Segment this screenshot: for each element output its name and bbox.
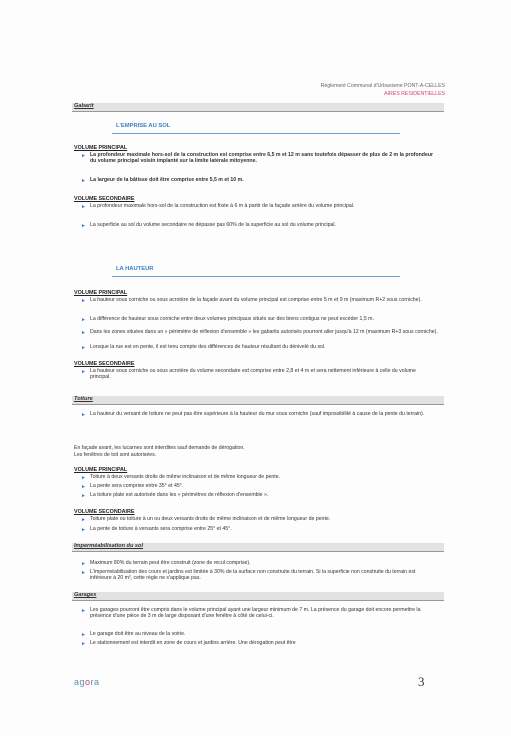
heading-volume-secondaire: VOLUME SECONDAIRE [74, 196, 135, 202]
paragraph: La différence de hauteur sous corniche entre deux volumes principaux situés sur des biens contigus ne peut excéder 1,5 m. [90, 316, 374, 322]
paragraph: Le garage doit être au niveau de la voirie. [90, 631, 186, 637]
paragraph: Toiture à deux versants droits de même inclinaison et de même longueur de pente. [90, 474, 281, 480]
paragraph: La hauteur du versant de toiture ne peut pas être supérieure à la hauteur du mur sous corniche (sauf impossibilité à cause de la pente du terrain). [90, 411, 425, 417]
paragraph: La profondeur maximale hors-sol de la construction est comprise entre 6,5 m et 12 m sans toutefois dépasser de plus de 2 m la profondeur du volume principal voisin implanté sur la limite latérale mitoyenne. [90, 152, 434, 165]
paragraph: La hauteur sous corniche ou sous acrotère du volume secondaire est comprise entre 2,8 et 4 m et sera nettement inférieure à celle du volume principal. [90, 368, 416, 381]
section-title-gabarit: Gabarit [74, 103, 94, 109]
triangle-bullet-icon: ► [81, 345, 86, 351]
paragraph: La profondeur maximale hors-sol de la construction est fixée à 6 m à partir de la façade arrière du volume principal. [90, 203, 355, 209]
paragraph: En façade avant, les lucarnes sont interdites sauf demande de dérogation. [74, 445, 245, 451]
triangle-bullet-icon: ► [81, 527, 86, 533]
heading-volume-principal: VOLUME PRINCIPAL [74, 145, 128, 151]
agora-logo: agora [74, 677, 100, 687]
heading-volume-secondaire: VOLUME SECONDAIRE [74, 361, 135, 367]
triangle-bullet-icon: ► [81, 317, 86, 323]
section-bar-gabarit [72, 103, 444, 112]
paragraph: Les garages pourront être compris dans le volume principal ayant une largeur minimum de 7 m. La présence du garage doit encore permettre la présence d'une pièce de 3 m de large disposant d'une fenêtre à côté de celui-ci. [90, 607, 421, 620]
triangle-bullet-icon: ► [81, 608, 86, 614]
heading-volume-secondaire: VOLUME SECONDAIRE [74, 509, 135, 515]
subsection-rule [112, 276, 400, 277]
section-bar-impermeabilisation [72, 543, 444, 552]
triangle-bullet-icon: ► [81, 153, 86, 159]
triangle-bullet-icon: ► [81, 412, 86, 418]
triangle-bullet-icon: ► [81, 298, 86, 304]
triangle-bullet-icon: ► [81, 570, 86, 576]
paragraph: La pente de toiture à versants sera comprise entre 25° et 45°. [90, 526, 232, 532]
subsection-title-emprise: L'EMPRISE AU SOL [116, 123, 171, 129]
paragraph: Toiture plate ou toiture à un ou deux versants droits de même inclinaison et de même longueur de pente. [90, 516, 331, 522]
document-header-subtitle: AIRES RESIDENTIELLES [384, 91, 445, 97]
paragraph: La superficie au sol du volume secondaire ne dépasse pas 60% de la superficie au sol du volume principal. [90, 222, 336, 228]
paragraph: La pente sera comprise entre 35° et 45°. [90, 483, 184, 489]
paragraph: La hauteur sous corniche ou sous acrotère de la façade avant du volume principal est comprise entre 5 m et 9 m (maximum R+2 sous corniche). [90, 297, 422, 303]
paragraph: L'imperméabilisation des cours et jardins est limitée à 30% de la surface non construite du terrain. Si la superficie non construite du terrain est inférieure à 20 m², cette règle ne s'applique pas. [90, 569, 416, 582]
paragraph: Les fenêtres de toit sont autorisées. [74, 452, 157, 458]
triangle-bullet-icon: ► [81, 330, 86, 336]
section-bar-toiture [72, 396, 444, 405]
subsection-title-hauteur: LA HAUTEUR [116, 266, 154, 272]
section-title-toiture: Toiture [74, 396, 93, 402]
triangle-bullet-icon: ► [81, 223, 86, 229]
section-bar-garages [72, 592, 444, 601]
heading-volume-principal: VOLUME PRINCIPAL [74, 290, 128, 296]
paragraph: Maximum 80% du terrain peut être construit (zone de recul comprise). [90, 560, 251, 566]
paragraph: La largeur de la bâtisse doit être comprise entre 5,5 m et 10 m. [90, 177, 244, 183]
page-number: 3 [418, 674, 425, 689]
section-title-impermeabilisation: Imperméabilisation du sol [74, 543, 144, 549]
triangle-bullet-icon: ► [81, 517, 86, 523]
triangle-bullet-icon: ► [81, 475, 86, 481]
triangle-bullet-icon: ► [81, 632, 86, 638]
paragraph: Le stationnement est interdit en zone de cours et jardins arrière. Une dérogation peut être [90, 640, 296, 646]
heading-volume-principal: VOLUME PRINCIPAL [74, 467, 128, 473]
triangle-bullet-icon: ► [81, 484, 86, 490]
triangle-bullet-icon: ► [81, 641, 86, 647]
triangle-bullet-icon: ► [81, 178, 86, 184]
subsection-rule [112, 133, 400, 134]
paragraph: Lorsque la rue est en pente, il est tenu compte des différences de hauteur résultant du dénivelé du sol. [90, 344, 326, 350]
paragraph: La toiture plate est autorisée dans les « périmètres de réflexion d'ensemble ». [90, 492, 269, 498]
triangle-bullet-icon: ► [81, 204, 86, 210]
triangle-bullet-icon: ► [81, 493, 86, 499]
paragraph: Dans les zones situées dans un « périmètre de réflexion d'ensemble » les gabarits autorisés pourront aller jusqu'à 12 m (maximum R+3 sous corniche). [90, 329, 438, 335]
triangle-bullet-icon: ► [81, 561, 86, 567]
triangle-bullet-icon: ► [81, 369, 86, 375]
section-title-garages: Garages [74, 592, 97, 598]
document-header-title: Règlement Communal d'Urbanisme PONT-A-CELLES [320, 83, 445, 89]
